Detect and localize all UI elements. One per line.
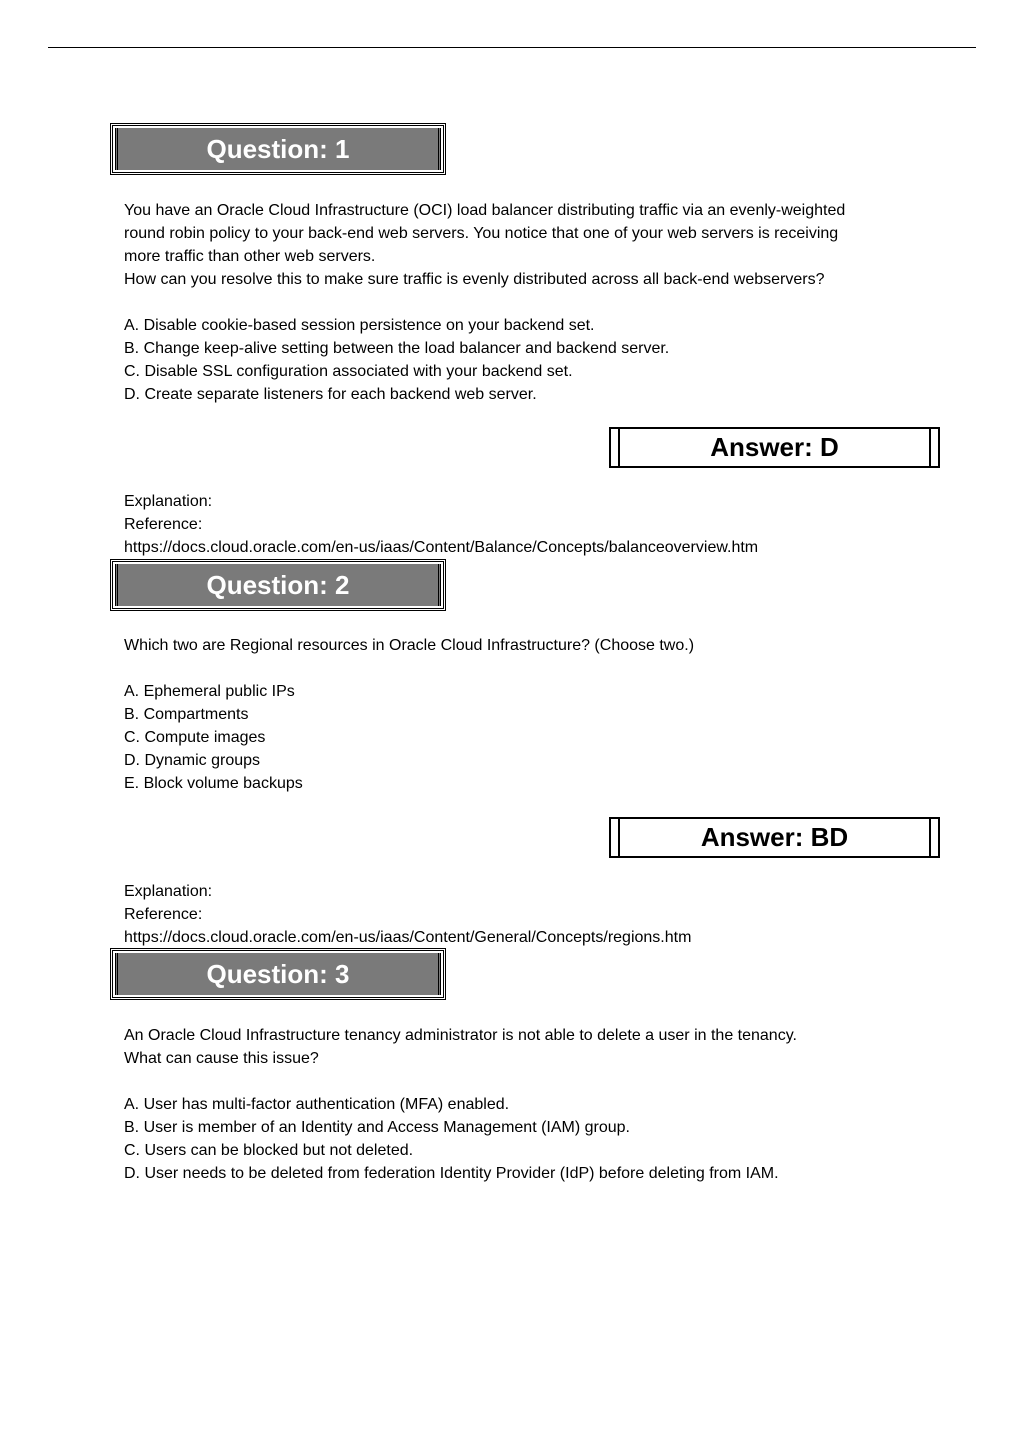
- question-2-answer-box: [609, 817, 940, 858]
- question-1-option-b: B. Change keep-alive setting between the load balancer and backend server.: [124, 340, 670, 357]
- question-1-stem-line: You have an Oracle Cloud Infrastructure (OCI) load balancer distributing traffic via an evenly-weighted: [124, 202, 846, 219]
- question-3-header: [110, 948, 446, 1000]
- question-1-stem-line: more traffic than other web servers.: [124, 248, 376, 265]
- question-1-explanation: [124, 490, 944, 559]
- reference-label: Reference:: [124, 906, 203, 923]
- question-2-answer: Answer: BD: [618, 819, 931, 856]
- question-1-option-a: A. Disable cookie-based session persistence on your backend set.: [124, 317, 595, 334]
- reference-label: Reference:: [124, 516, 203, 533]
- question-3-body: [124, 1024, 944, 1185]
- question-2-title: Question: 2: [115, 564, 441, 606]
- question-2-option-a: A. Ephemeral public IPs: [124, 683, 295, 700]
- explanation-label: Explanation:: [124, 883, 213, 900]
- question-3-option-c: C. Users can be blocked but not deleted.: [124, 1142, 414, 1159]
- question-3-option-a: A. User has multi-factor authentication (MFA) enabled.: [124, 1096, 510, 1113]
- reference-link[interactable]: https://docs.cloud.oracle.com/en-us/iaas/Content/Balance/Concepts/balanceoverview.htm: [124, 539, 759, 556]
- question-1-stem-line: How can you resolve this to make sure traffic is evenly distributed across all back-end webservers?: [124, 271, 825, 288]
- question-3-stem-line: An Oracle Cloud Infrastructure tenancy administrator is not able to delete a user in the tenancy.: [124, 1027, 797, 1044]
- question-2-stem-line: Which two are Regional resources in Oracle Cloud Infrastructure? (Choose two.): [124, 637, 695, 654]
- question-1-title: Question: 1: [115, 128, 441, 170]
- question-1-option-c: C. Disable SSL configuration associated with your backend set.: [124, 363, 573, 380]
- question-3-option-d: D. User needs to be deleted from federation Identity Provider (IdP) before deleting from IAM.: [124, 1165, 779, 1182]
- explanation-label: Explanation:: [124, 493, 213, 510]
- reference-link[interactable]: https://docs.cloud.oracle.com/en-us/iaas/Content/General/Concepts/regions.htm: [124, 929, 692, 946]
- question-2-header: [110, 559, 446, 611]
- top-rule: [48, 47, 976, 48]
- question-1-stem-line: round robin policy to your back-end web servers. You notice that one of your web servers is receiving: [124, 225, 839, 242]
- question-1-answer-box: [609, 427, 940, 468]
- question-1-answer: Answer: D: [618, 429, 931, 466]
- question-1-header: [110, 123, 446, 175]
- question-3-option-b: B. User is member of an Identity and Access Management (IAM) group.: [124, 1119, 630, 1136]
- question-2-option-b: B. Compartments: [124, 706, 249, 723]
- question-2-explanation: [124, 880, 944, 949]
- question-2-option-d: D. Dynamic groups: [124, 752, 261, 769]
- question-2-option-c: C. Compute images: [124, 729, 266, 746]
- question-2-option-e: E. Block volume backups: [124, 775, 303, 792]
- question-2-body: [124, 634, 944, 795]
- question-1-option-d: D. Create separate listeners for each backend web server.: [124, 386, 537, 403]
- question-1-body: [124, 199, 944, 406]
- question-3-stem-line: What can cause this issue?: [124, 1050, 319, 1067]
- question-3-title: Question: 3: [115, 953, 441, 995]
